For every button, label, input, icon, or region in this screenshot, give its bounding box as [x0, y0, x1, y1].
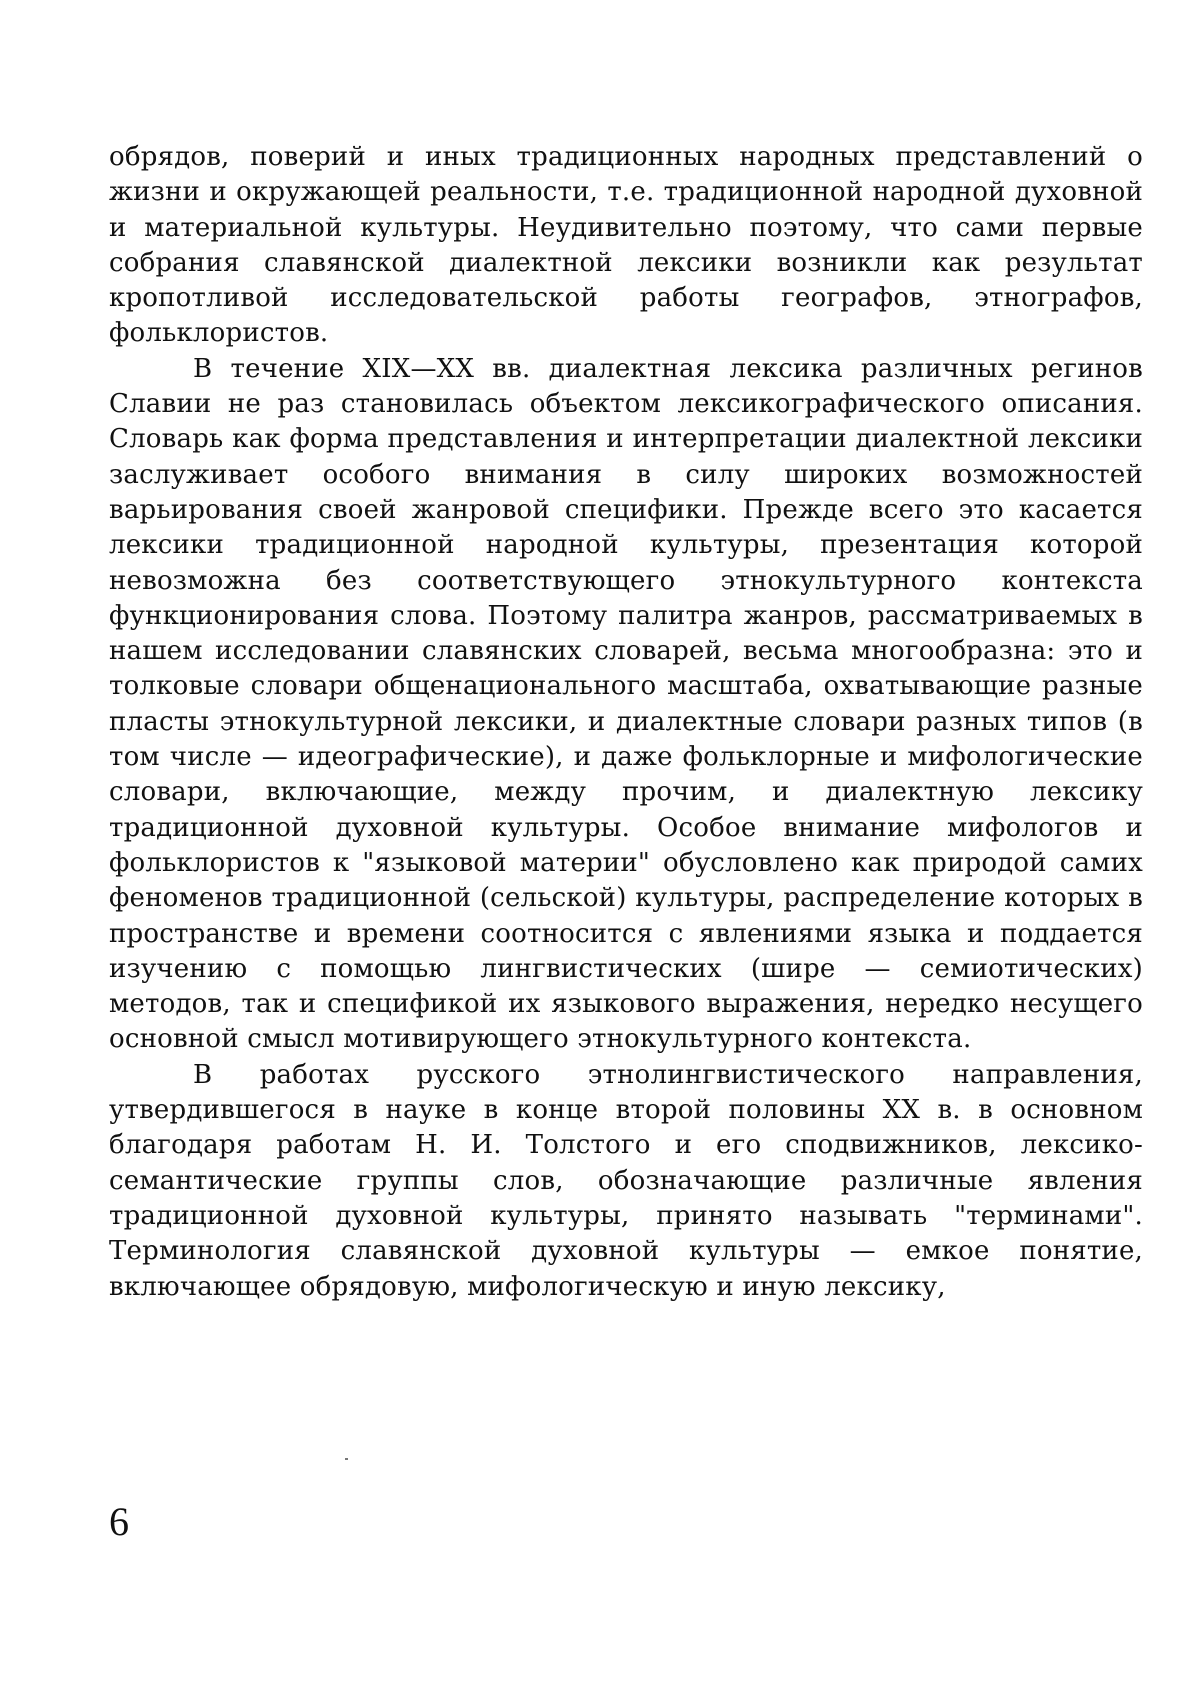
paragraph-dialect-lexicography: В течение XIX—XX вв. диалектная лексика различных регинов Славии не раз становилась объектом лексикографического описания. Словарь как форма представления и интерпретации диалектной лексики заслуживает особого внимания в силу широких возможностей варьирования своей жанровой специфики. Прежде всего это касается лексики традиционной народной культуры, презентация которой невозможна без соответствующего этнокультурного контекста функционирования слова. Поэтому палитра жанров, рассматриваемых в нашем исследовании славянских словарей, весьма многообразна: это и толковые словари общенационального масштаба, охватывающие разные пласты этнокультурной лексики, и диалектные словари разных типов (в том числе — идеографические), и даже фольклорные и мифологические словари, включающие, между прочим, и диалектную лексику традиционной духовной культуры. Особое внимание мифологов и фольклористов к "языковой материи" обусловлено как природой самих феноменов традиционной (сельской) культуры, распределение которых в пространстве и времени соотносится с явлениями языка и поддается изучению с помощью лингвистических (шире — семиотических) методов, так и спецификой их языкового выражения, нередко несущего основной смысл мотивирующего этнокультурного контекста. — [109, 353, 1143, 1055]
paragraph-ethnolinguistics: В работах русского этнолингвистического направления, утвердившегося в науке в конце второй половины XX в. в основном благодаря работам Н. И. Толстого и его сподвижников, лексико-семантические группы слов, обозначающие различные явления традиционной духовной культуры, принято называть "терминами". Терминология славянской духовной культуры — емкое понятие, включающее обрядовую, мифологическую и иную лексику, — [109, 1059, 1143, 1302]
page-number: 6 — [109, 1499, 129, 1544]
paragraph-continuation: обрядов, поверий и иных традиционных народных представлений о жизни и окружающей реальности, т.е. традиционной народной духовной и материальной культуры. Неудивительно поэтому, что сами первые собрания славянской диалектной лексики возникли как результат кропотливой исследовательской работы географов, этнографов, фольклористов. — [109, 142, 1143, 349]
scan-speck — [345, 1458, 348, 1460]
body-text — [109, 140, 1143, 1305]
